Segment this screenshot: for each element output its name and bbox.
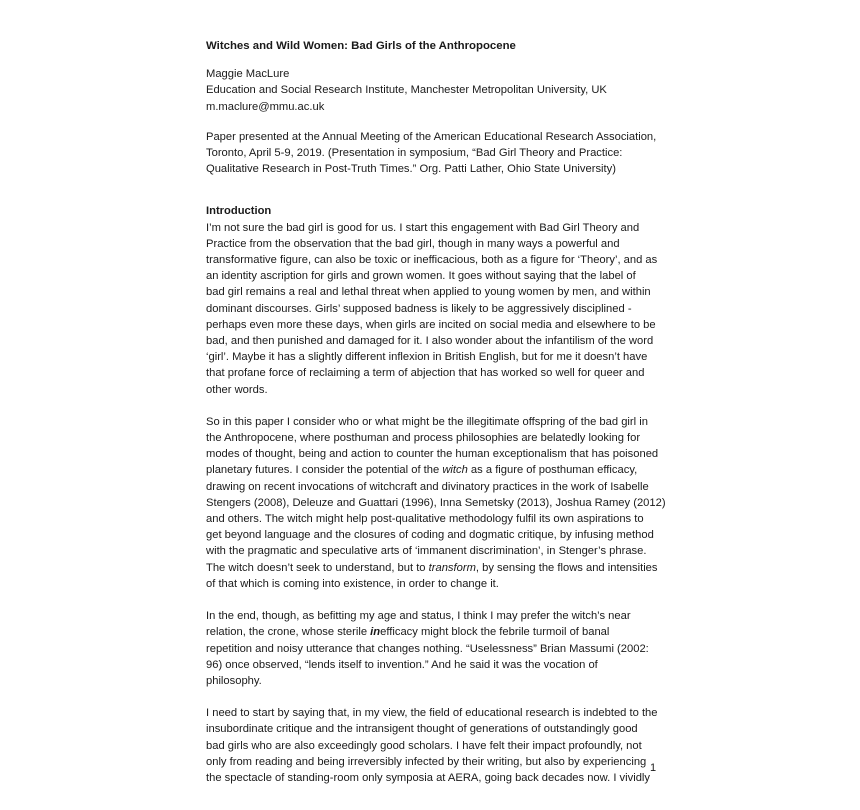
text-line: other words. <box>206 383 268 396</box>
presentation-line: Qualitative Research in Post-Truth Times.” Org. Patti Lather, Ohio State University) <box>206 163 616 176</box>
text-line: that profane force of reclaiming a term of abjection that has worked so well for queer and <box>206 367 645 380</box>
paragraph-4 <box>206 705 676 786</box>
text-line: ‘girl’. Maybe it has a slightly different inflexion in British English, but for me it doesn’t have <box>206 351 648 364</box>
text-span: , by sensing the flows and intensities <box>475 561 658 574</box>
text-span: The witch doesn’t seek to understand, but to <box>206 561 429 574</box>
text-line: modes of thought, being and action to counter the human exceptionalism that has poisoned <box>206 448 659 461</box>
paragraph-2 <box>206 414 676 592</box>
text-line: In the end, though, as befitting my age and status, I think I may prefer the witch’s near <box>206 610 631 623</box>
text-line: and others. The witch might help post-qualitative methodology fulfil its own aspirations to <box>206 513 644 526</box>
text-line: I need to start by saying that, in my view, the field of educational research is indebted to the <box>206 707 658 720</box>
text-line: get beyond language and the closures of coding and dogmatic critique, by infusing method <box>206 529 654 542</box>
text-line: with the pragmatic and speculative arts of ‘immanent discrimination’, in Stenger’s phrase. <box>206 545 647 558</box>
paper-title: Witches and Wild Women: Bad Girls of the Anthropocene <box>206 40 516 52</box>
presentation-note <box>206 129 676 178</box>
presentation-line: Toronto, April 5-9, 2019. (Presentation in symposium, “Bad Girl Theory and Practice: <box>206 147 623 160</box>
text-line: bad girls who are also exceedingly good scholars. I have felt their impact profoundly, not <box>206 739 642 752</box>
text-line: of that which is coming into existence, in order to change it. <box>206 577 499 590</box>
emphasis-in: in <box>370 626 381 639</box>
text-line <box>206 624 676 640</box>
author-name: Maggie MacLure <box>206 68 290 81</box>
author-email: m.maclure@mmu.ac.uk <box>206 100 325 113</box>
text-span: relation, the crone, whose sterile <box>206 626 371 639</box>
text-line: Stengers (2008), Deleuze and Guattari (1996), Inna Semetsky (2013), Joshua Ramey (2012) <box>206 496 666 509</box>
text-span: planetary futures. I consider the potential of the <box>206 464 443 477</box>
text-line: transformative figure, can also be toxic or inefficacious, both as a figure for ‘Theory’, and as <box>206 254 658 267</box>
paragraph-3 <box>206 608 676 689</box>
presentation-line: Paper presented at the Annual Meeting of the American Educational Research Association, <box>206 130 657 143</box>
text-line: So in this paper I consider who or what might be the illegitimate offspring of the bad girl in <box>206 415 648 428</box>
section-heading: Introduction <box>206 205 272 218</box>
text-line: insubordinate critique and the intransigent thought of generations of outstandingly good <box>206 723 638 736</box>
text-line: Practice from the observation that the bad girl, though in many ways a powerful and <box>206 237 620 250</box>
text-span: efficacy might block the febrile turmoil of banal <box>380 626 610 639</box>
author-block <box>206 66 676 115</box>
text-line: 96) once observed, “lends itself to invention.” And he said it was the vocation of <box>206 658 598 671</box>
text-line: only from reading and being irreversibly infected by their writing, but also by experiencing <box>206 755 647 768</box>
page-number: 1 <box>650 762 657 774</box>
emphasis-transform: transform <box>428 561 476 574</box>
text-line: the Anthropocene, where posthuman and process philosophies are belatedly looking for <box>206 432 641 445</box>
author-affiliation: Education and Social Research Institute, Manchester Metropolitan University, UK <box>206 84 607 97</box>
text-line: an identity ascription for girls and grown women. It goes without saying that the label of <box>206 270 636 283</box>
paragraph-1 <box>206 220 676 398</box>
text-line: philosophy. <box>206 674 262 687</box>
text-line: perhaps even more these days, when girls are incited on social media and elsewhere to be <box>206 318 656 331</box>
text-line <box>206 462 676 478</box>
text-line: drawing on recent invocations of witchcraft and divinatory practices in the work of Isabelle <box>206 480 649 493</box>
text-line <box>206 560 676 576</box>
text-line: dominant discourses. Girls’ supposed badness is likely to be aggressively disciplined - <box>206 302 632 315</box>
text-line: I’m not sure the bad girl is good for us. I start this engagement with Bad Girl Theory and <box>206 221 640 234</box>
text-line: the spectacle of standing-room only symposia at AERA, going back decades now. I vividly <box>206 771 651 784</box>
text-line: repetition and noisy utterance that changes nothing. “Uselessness” Brian Massumi (2002: <box>206 642 649 655</box>
emphasis-witch: witch <box>442 464 468 477</box>
text-line: bad, and then punished and damaged for it. I also wonder about the infantilism of the word <box>206 335 654 348</box>
text-span: as a figure of posthuman efficacy, <box>467 464 638 477</box>
paper-body <box>206 38 676 786</box>
text-line: bad girl remains a real and lethal threat when applied to young women by men, and within <box>206 286 651 299</box>
